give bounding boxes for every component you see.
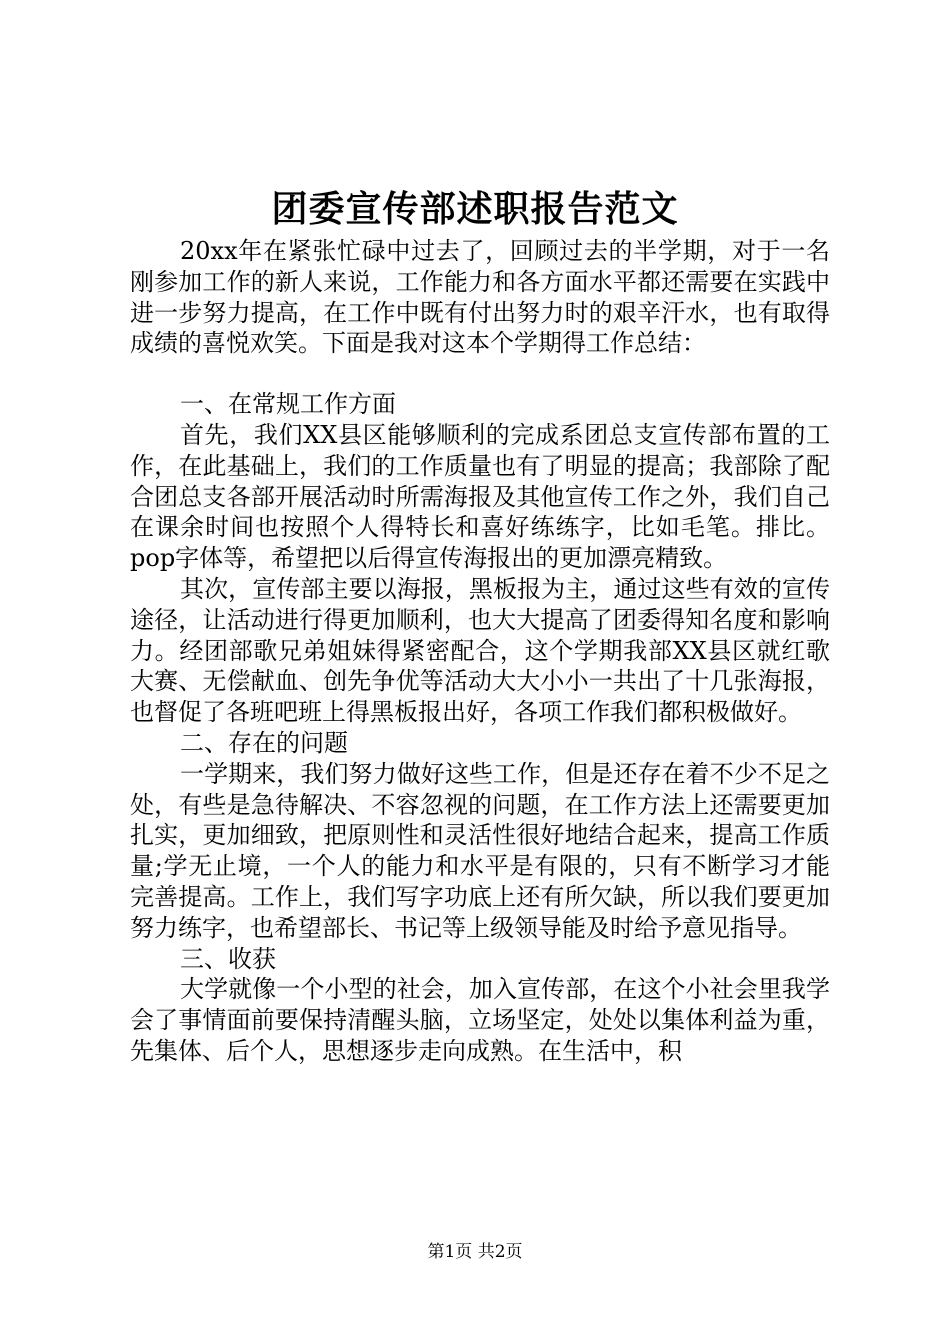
page-footer: 第1页 共2页 <box>427 1242 523 1262</box>
gains-paragraph: 大学就像一个小型的社会，加入宣传部，在这个小社会里我学会了事情面前要保持清醒头脑，立场坚定，处处以集体利益为重，先集体、后个人，思想逐步走向成熟。在生活中，积 <box>130 975 830 1065</box>
section-heading-gains: 三、收获 <box>180 944 276 973</box>
intro-paragraph: 20xx年在紧张忙碌中过去了，回顾过去的半学期，对于一名刚参加工作的新人来说，工作能力和各方面水平都还需要在实践中进一步努力提高，在工作中既有付出努力时的艰辛汗水，也有取得成绩的喜悦欢笑。下面是我对这本个学期得工作总结： <box>130 237 830 358</box>
document-body <box>130 236 830 1067</box>
routine-work-paragraph-2: 其次，宣传部主要以海报，黑板报为主，通过这些有效的宣传途径，让活动进行得更加顺利，也大大提高了团委得知名度和影响力。经团部歌兄弟姐妹得紧密配合，这个学期我部XX县区就红歌大赛、无偿献血、创先争优等活动大大小小一共出了十几张海报，也督促了各班吧班上得黑板报出好，各项工作我们都积极做好。 <box>130 574 830 727</box>
document-title: 团委宣传部述职报告范文 <box>271 188 679 230</box>
paragraph-spacer <box>130 359 830 389</box>
routine-work-paragraph-1: 首先，我们XX县区能够顺利的完成系团总支宣传部布置的工作，在此基础上，我们的工作质量也有了明显的提高；我部除了配合团总支各部开展活动时所需海报及其他宣传工作之外，我们自己在课余时间也按照个人得特长和喜好练练字，比如毛笔。排比。pop字体等，希望把以后得宣传海报出的更加漂亮精致。 <box>130 420 830 573</box>
section-heading-problems: 二、存在的问题 <box>180 728 348 757</box>
problems-paragraph: 一学期来，我们努力做好这些工作，但是还存在着不少不足之处，有些是急待解决、不容忽视的问题，在工作方法上还需要更加扎实，更加细致，把原则性和灵活性很好地结合起来，提高工作质量;学无止境，一个人的能力和水平是有限的，只有不断学习才能完善提高。工作上，我们写字功底上还有所欠缺，所以我们要更加努力练字，也希望部长、书记等上级领导能及时给予意见指导。 <box>130 759 830 942</box>
section-heading-routine-work: 一、在常规工作方面 <box>180 390 396 419</box>
